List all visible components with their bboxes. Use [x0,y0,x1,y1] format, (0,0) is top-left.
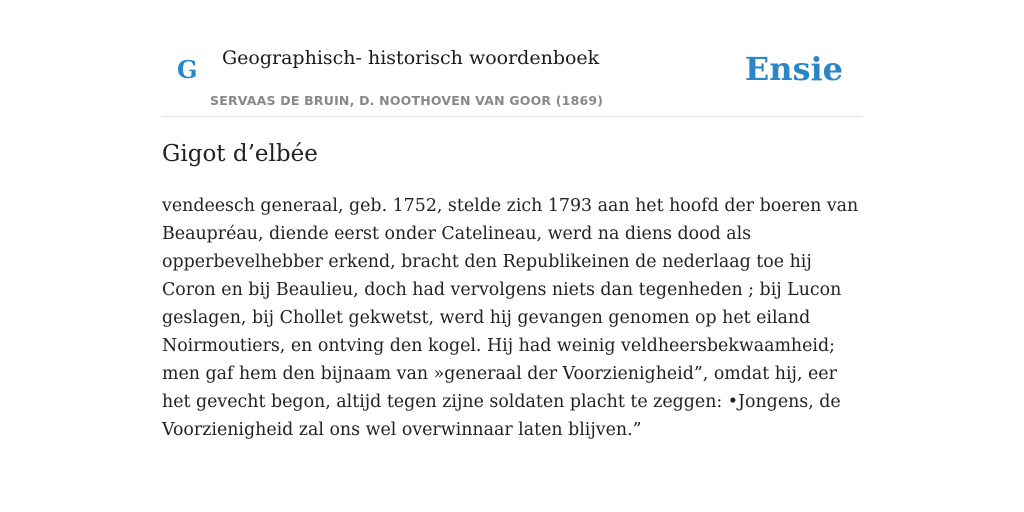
ensie-logo-link[interactable]: Ensie [744,50,843,88]
book-header [162,0,862,117]
book-logo-letter[interactable]: G [177,55,198,84]
entry-body: vendeesch generaal, geb. 1752, stelde zich 1793 aan het hoofd der boeren van Beaupréau, diende eerst onder Catelineau, werd na diens dood als opperbevelhebber erkend, bracht den Republikeinen de nederlaag toe hij Coron en bij Beaulieu, doch had vervolgens niets dan tegenheden ; bij Lucon geslagen, bij Chollet gekwetst, werd hij gevangen genomen op het eiland Noirmoutiers, en ontving den kogel. Hij had weinig veldheersbekwaamheid; men gaf hem den bijnaam van »generaal der Voorzienigheid”, omdat hij, eer het gevecht begon, altijd tegen zijne soldaten placht te zeggen: •Jongens, de Voorzienigheid zal ons wel overwinnaar laten blijven.” [162,196,859,440]
book-title[interactable]: Geographisch- historisch woordenboek [222,47,600,69]
book-author-meta: SERVAAS DE BRUIN, D. NOOTHOVEN VAN GOOR (1869) [210,93,604,108]
entry-title: Gigot d’elbée [162,141,318,167]
page-container [162,0,862,440]
